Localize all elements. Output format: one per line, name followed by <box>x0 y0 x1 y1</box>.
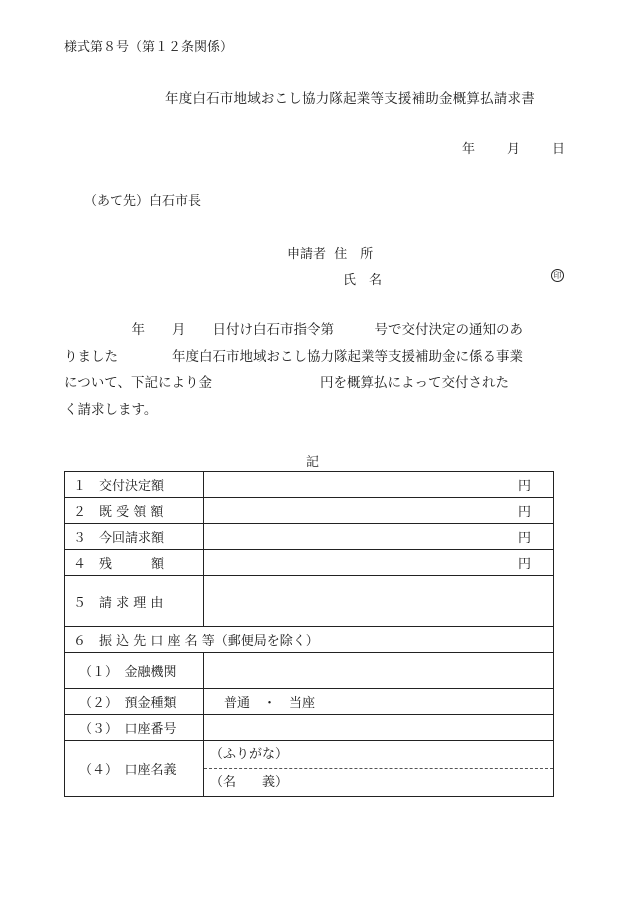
table-row <box>65 524 554 550</box>
addressee: （あて先）白石市長 <box>84 194 202 209</box>
row-value-reason[interactable] <box>204 576 554 627</box>
address-label: 住 所 <box>334 247 374 262</box>
table-row <box>65 576 554 627</box>
row-label-remaining: ４ 残 額 <box>65 550 204 576</box>
table-row <box>65 715 554 741</box>
applicant-address-line <box>287 243 373 262</box>
date-year: 年 <box>462 142 476 157</box>
body-line-3: について、下記により金 円を概算払によって交付された <box>64 375 509 391</box>
body-line-4: く請求します。 <box>64 401 158 418</box>
date-month: 月 <box>507 142 521 157</box>
table-row <box>65 653 554 689</box>
date-line <box>462 138 565 157</box>
bank-header: ６ 振 込 先 口 座 名 等（郵便局を除く） <box>65 627 554 653</box>
bank-label-number: （３） 口座番号 <box>65 715 204 741</box>
holder-cell <box>204 741 554 797</box>
row-value-remaining[interactable]: 円 <box>204 550 554 576</box>
document-title: 年度白石市地域おこし協力隊起業等支援補助金概算払請求書 <box>165 91 535 107</box>
bank-label-institution: （１） 金融機関 <box>65 653 204 689</box>
table-row <box>65 472 554 498</box>
form-number: 様式第８号（第１２条関係） <box>64 40 234 55</box>
seal-mark: 印 <box>551 269 564 282</box>
applicant-label: 申請者 <box>287 247 327 262</box>
table-row <box>65 627 554 653</box>
date-day: 日 <box>552 142 566 157</box>
row-label-current: ３ 今回請求額 <box>65 524 204 550</box>
row-label-granted: １ 交付決定額 <box>65 472 204 498</box>
request-body <box>64 317 564 423</box>
table-row <box>65 741 554 797</box>
row-value-granted[interactable]: 円 <box>204 472 554 498</box>
applicant-name-label: 氏 名 <box>343 273 383 288</box>
holder-furigana[interactable]: （ふりがな） <box>204 741 553 769</box>
bank-value-number[interactable] <box>204 715 554 741</box>
body-line-1: 年 月 日付け白石市指令第 号で交付決定の通知のあ <box>64 322 523 338</box>
row-value-received[interactable]: 円 <box>204 498 554 524</box>
request-table <box>64 471 554 797</box>
row-label-received: ２ 既 受 領 額 <box>65 498 204 524</box>
table-row <box>65 689 554 715</box>
ki-heading: 記 <box>306 455 320 470</box>
table-row <box>65 498 554 524</box>
bank-label-type: （２） 預金種類 <box>65 689 204 715</box>
body-line-2: りました 年度白石市地域おこし協力隊起業等支援補助金に係る事業 <box>64 348 523 365</box>
bank-label-holder: （４） 口座名義 <box>65 741 204 797</box>
holder-name[interactable]: （名 義） <box>210 775 289 790</box>
row-label-reason: ５ 請 求 理 由 <box>65 576 204 627</box>
bank-value-type[interactable]: 普通 ・ 当座 <box>204 689 554 715</box>
bank-value-institution[interactable] <box>204 653 554 689</box>
row-value-current[interactable]: 円 <box>204 524 554 550</box>
table-row <box>65 550 554 576</box>
